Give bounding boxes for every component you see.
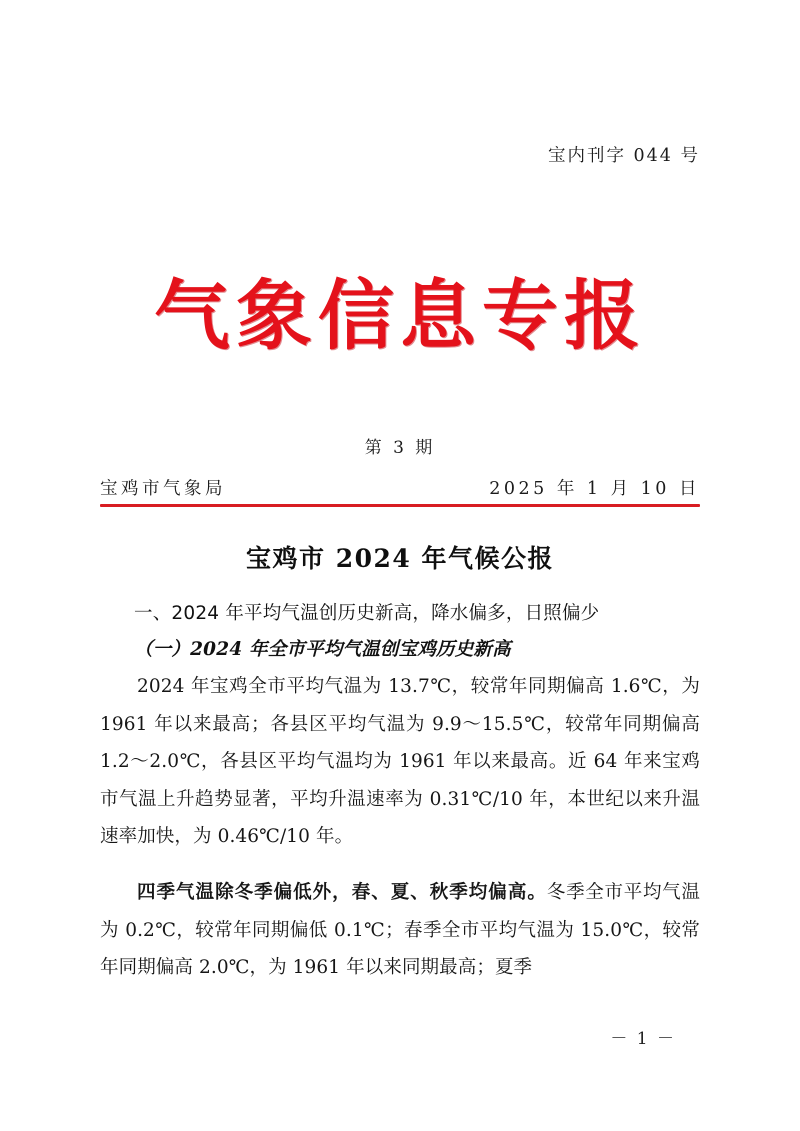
- article-title: 宝鸡市 2024 年气候公报: [246, 544, 554, 573]
- publication-masthead-title: 气象信息专报: [154, 271, 646, 360]
- paragraph-body-text: 冬季全市平均气温为 0.2℃，较常年同期偏低 0.1℃；春季全市平均气温为 15.0℃，较常年同期偏高 2.0℃，为 1961 年以来同期最高；夏季: [100, 881, 700, 979]
- document-serial-number: 宝内刊字 044 号: [547, 146, 700, 166]
- issuing-organization: 宝鸡市气象局: [100, 479, 226, 499]
- issue-number: 第 3 期: [364, 438, 436, 458]
- body-paragraph-1: 2024 年宝鸡全市平均气温为 13.7℃，较常年同期偏高 1.6℃，为 1961 年以来最高；各县区平均气温为 9.9～15.5℃，较常年同期偏高 1.2～2.0℃，各县区平均气温均为 1961 年以来最高。近 64 年来宝鸡市气温上升趋势显著，平均升温速率为 0.31℃/10 年，本世纪以来升温速率加快，为 0.46℃/10 年。: [100, 676, 700, 848]
- masthead-divider-rule: [100, 504, 700, 507]
- section-heading-level-1: 一、2024 年平均气温创历史新高，降水偏多，日照偏少: [134, 603, 600, 624]
- section-heading-level-2: （一）2024 年全市平均气温创宝鸡历史新高: [134, 639, 511, 660]
- page-number: － 1 －: [610, 1029, 676, 1049]
- article-body: [100, 596, 700, 987]
- paragraph-lead-sentence: 四季气温除冬季偏低外，春、夏、秋季均偏高。: [137, 881, 547, 903]
- publication-date: 2025 年 1 月 10 日: [489, 479, 700, 499]
- body-paragraph-2: [100, 874, 700, 987]
- imprint-row: [100, 474, 700, 500]
